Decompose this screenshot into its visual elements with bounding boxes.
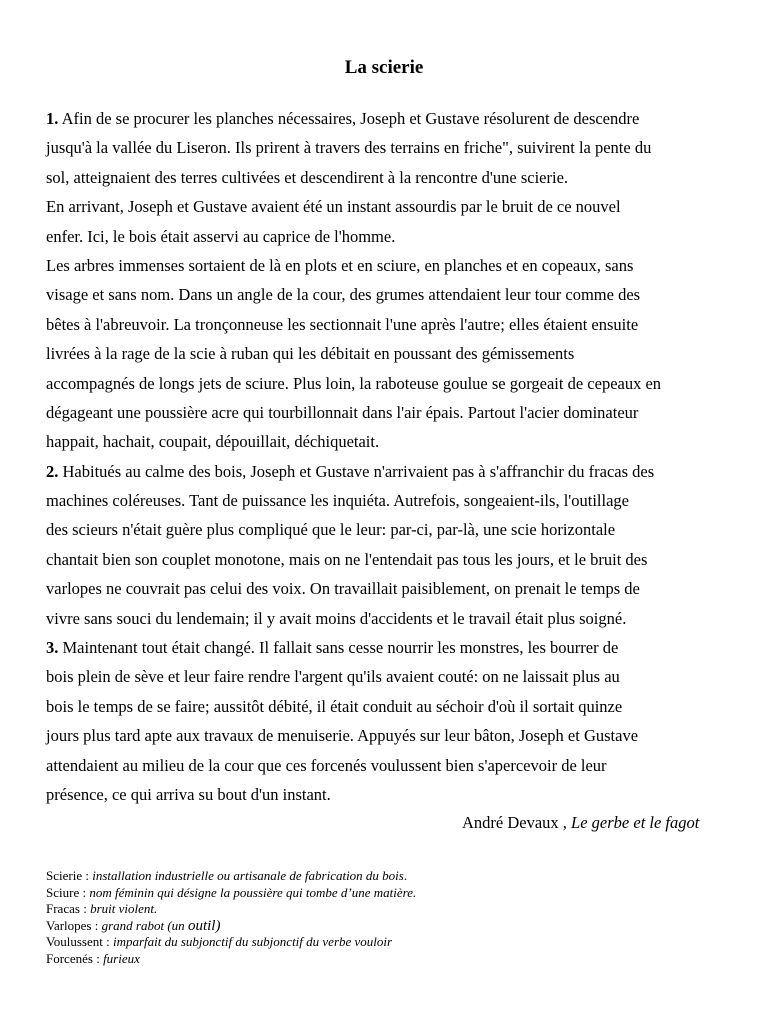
text-line: 1. Afin de se procurer les planches nécessaires, Joseph et Gustave résolurent de descendre: [46, 109, 640, 128]
text-line: enfer. Ici, le bois était asservi au caprice de l'homme.: [46, 226, 396, 246]
text-line: jusqu'à la vallée du Liseron. Ils prirent à travers des terrains en friche", suivirent la pente du: [46, 138, 652, 158]
glossary-entry: Varlopes : grand rabot (un outil): [46, 917, 221, 934]
attribution: [462, 812, 732, 833]
glossary-entry: Scierie : installation industrielle ou artisanale de fabrication du bois.: [46, 868, 408, 883]
text-line: chantait bien son couplet monotone, mais on ne l'entendait pas tous les jours, et le bruit des: [46, 549, 648, 569]
text-line: attendaient au milieu de la cour que ces forcenés voulussent bien s'apercevoir de leur: [46, 755, 607, 775]
text-line: bois plein de sève et leur faire rendre l'argent qu'ils avaient couté: on ne laissait plus au: [46, 667, 620, 687]
glossary-entry: Fracas : bruit violent.: [46, 901, 158, 916]
glossary-entry: Sciure : nom féminin qui désigne la poussière qui tombe d’une matière.: [46, 884, 417, 900]
text-line: visage et sans nom. Dans un angle de la cour, des grumes attendaient leur tour comme des: [46, 285, 641, 305]
text-line: des scieurs n'était guère plus compliqué que le leur: par-ci, par-là, une scie horizontale: [46, 520, 616, 540]
text-line: bêtes à l'abreuvoir. La tronçonneuse les sectionnait l'une après l'autre; elles étaient ensuite: [46, 314, 639, 334]
text-line: varlopes ne couvrait pas celui des voix. On travaillait paisiblement, on prenait le temps de: [46, 579, 640, 599]
glossary: [46, 868, 736, 967]
paragraph-number: 3.: [46, 638, 59, 658]
author-name: André Devaux ,: [462, 813, 567, 832]
text-line: jours plus tard apte aux travaux de menuiserie. Appuyés sur leur bâton, Joseph et Gustave: [46, 726, 639, 746]
text-line: présence, ce qui arriva su bout d'un instant.: [46, 784, 331, 804]
text-line: Les arbres immenses sortaient de là en plots et en sciure, en planches et en copeaux, sans: [46, 255, 634, 275]
text-line: livrées à la rage de la scie à ruban qui les débitait en poussant des gémissements: [46, 344, 575, 364]
text-line: En arrivant, Joseph et Gustave avaient été un instant assourdis par le bruit de ce nouvel: [46, 197, 621, 217]
text-line: bois le temps de se faire; aussitôt débité, il était conduit au séchoir d'où il sortait quinze: [46, 696, 623, 716]
text-line: 3. Maintenant tout était changé. Il fallait sans cesse nourrir les monstres, les bourrer de: [46, 638, 619, 658]
paragraph-number: 2.: [46, 461, 59, 481]
page-title: La scierie: [344, 57, 424, 78]
book-title: Le gerbe et le fagot: [571, 813, 700, 832]
text-line: dégageant une poussière acre qui tourbillonnait dans l'air épais. Partout l'acier dominateur: [46, 402, 639, 422]
text-line: machines coléreuses. Tant de puissance les inquiéta. Autrefois, songeaient-ils, l'outillage: [46, 491, 629, 511]
text-line: happait, hachait, coupait, dépouillait, déchiquetait.: [46, 432, 380, 452]
paragraph-number: 1.: [46, 109, 59, 128]
glossary-entry: Forcenés : furieux: [46, 950, 140, 966]
glossary-entry: Voulussent : imparfait du subjonctif du subjonctif du verbe vouloir: [46, 934, 393, 949]
text-line: 2. Habitués au calme des bois, Joseph et Gustave n'arrivaient pas à s'affranchir du fracas des: [46, 461, 655, 481]
text-body: [46, 104, 736, 809]
text-line: vivre sans souci du lendemain; il y avait moins d'accidents et le travail était plus soigné.: [46, 608, 627, 628]
text-line: accompagnés de longs jets de sciure. Plus loin, la raboteuse goulue se gorgeait de cepeaux en: [46, 373, 662, 393]
text-line: sol, atteignaient des terres cultivées et descendirent à la rencontre d'une scierie.: [46, 167, 569, 187]
